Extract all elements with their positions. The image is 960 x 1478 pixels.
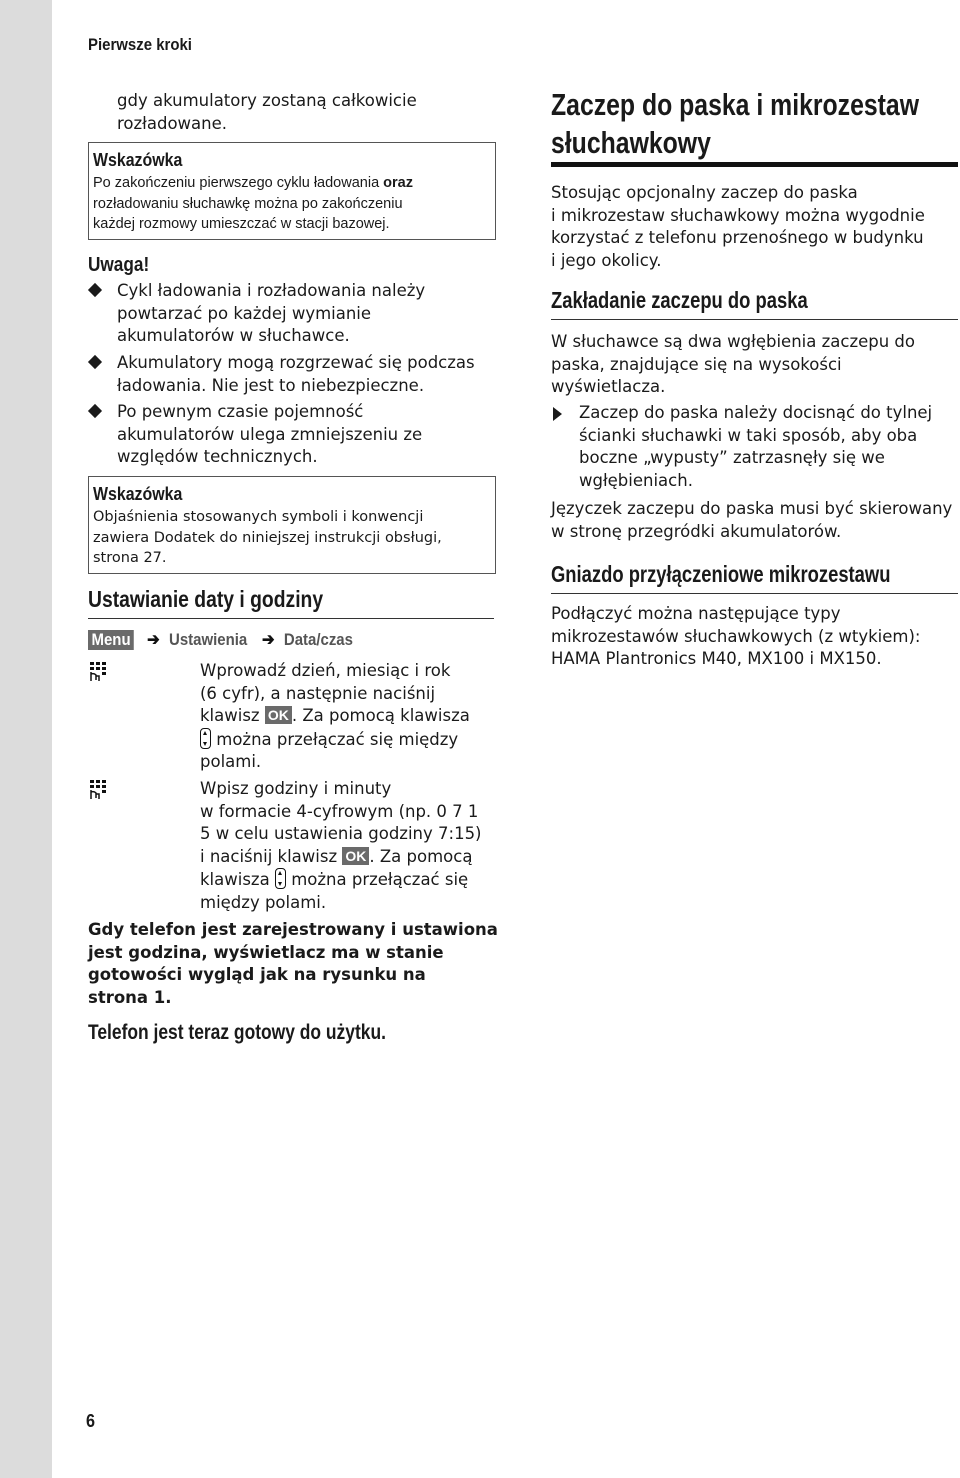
step-arrow-icon xyxy=(553,407,562,421)
note-title: Wskazówka xyxy=(93,149,183,170)
subheading-rule xyxy=(551,593,958,594)
text-line: w formacie 4-cyfrowym (np. 0 7 1 xyxy=(200,801,479,821)
keypad-icon xyxy=(88,661,110,683)
intro-text xyxy=(117,90,417,135)
text-line: rozładowane. xyxy=(117,113,228,133)
text-line xyxy=(200,705,500,728)
text-line: akumulatorów w słuchawce. xyxy=(117,326,350,345)
text-line: boczne „wypusty” zatrzasnęły się we xyxy=(579,448,885,467)
text-line: jest godzina, wyświetlacz ma w stanie xyxy=(88,942,444,962)
text-line: Zaczep do paska należy docisnąć do tylnej xyxy=(579,403,933,422)
instruction-step xyxy=(553,402,958,492)
bold-paragraph xyxy=(88,919,498,1009)
text-line: między polami. xyxy=(200,892,327,912)
text-line: mikrozestawów słuchawkowych (z wtykiem): xyxy=(551,626,921,646)
heading-line: słuchawkowy xyxy=(551,125,711,160)
text-line: strona 27. xyxy=(93,550,167,566)
note-text xyxy=(93,173,495,235)
text-span: . Za pomocą klawisza xyxy=(291,706,470,725)
text-line: paska, znajdujące się na wysokości xyxy=(551,354,842,374)
menu-item-datetime: Data/czas xyxy=(283,630,353,649)
text-line: i jego okolicy. xyxy=(551,250,662,270)
text-span: klawisz xyxy=(200,706,265,725)
text-line: względów technicznych. xyxy=(117,447,318,466)
text-line: Po pewnym czasie pojemność xyxy=(117,402,364,421)
text-span: można przełączać się xyxy=(285,870,469,889)
menu-path xyxy=(88,630,353,650)
page-number: 6 xyxy=(86,1411,96,1431)
warning-title: Uwaga! xyxy=(88,254,150,276)
text-span: można przełączać się między xyxy=(211,729,459,749)
subheading: Zakładanie zaczepu do paska xyxy=(551,287,808,313)
paragraph xyxy=(551,331,958,399)
text-span: . Za pomocą xyxy=(369,846,473,866)
text-line: Cykl ładowania i rozładowania należy xyxy=(117,281,426,300)
text-line: Stosując opcjonalny zaczep do paska xyxy=(551,183,858,202)
step-text xyxy=(200,660,500,774)
note-box xyxy=(88,142,496,240)
navigation-key-icon xyxy=(200,728,211,749)
text-line: akumulatorów ulega zmniejszeniu ze xyxy=(117,424,423,444)
text-line: zawiera Dodatek do niniejszej instrukcji obsługi, xyxy=(93,529,442,546)
text-line: w stronę przegródki akumulatorów. xyxy=(551,521,842,541)
section-header: Pierwsze kroki xyxy=(88,35,192,54)
heading-line: Zaczep do paska i mikrozestaw xyxy=(551,87,920,122)
ok-key: OK xyxy=(265,706,292,724)
text-line xyxy=(200,728,500,752)
text-line xyxy=(93,173,495,194)
subheading-rule xyxy=(551,319,958,320)
heading-thick-rule xyxy=(551,162,958,167)
text-line: ścianki słuchawki w taki sposób, aby oba xyxy=(579,425,918,445)
menu-item-settings: Ustawienia xyxy=(169,630,248,649)
text-line: Wprowadź dzień, miesiąc i rok xyxy=(200,661,451,680)
text-line: Podłączyć można następujące typy xyxy=(551,604,841,623)
text-line: polami. xyxy=(200,752,262,771)
section-heading: Ustawianie daty i godziny xyxy=(88,586,324,612)
warning-bullet xyxy=(90,280,495,348)
text-line: strona 1. xyxy=(88,987,172,1007)
warning-bullet xyxy=(90,352,495,397)
note-title: Wskazówka xyxy=(93,483,183,504)
text-line: W słuchawce są dwa wgłębienia zaczepu do xyxy=(551,332,915,351)
keypad-icon xyxy=(88,779,110,801)
text-line: korzystać z telefonu przenośnego w budynku xyxy=(551,228,924,247)
text-line: rozładowaniu słuchawkę można po zakończeniu xyxy=(93,195,403,212)
text-line: HAMA Plantronics M40, MX100 i MX150. xyxy=(551,649,882,668)
diamond-bullet-icon xyxy=(88,404,102,418)
text-line: Objaśnienia stosowanych symboli i konwencji xyxy=(93,509,424,525)
subheading: Gniazdo przyłączeniowe mikrozestawu xyxy=(551,561,891,587)
text-line: powtarzać po każdej wymianie xyxy=(117,303,372,323)
diamond-bullet-icon xyxy=(88,283,102,297)
text-line: Języczek zaczepu do paska musi być skierowany xyxy=(551,499,953,518)
text-line: i mikrozestaw słuchawkowy można wygodnie xyxy=(551,205,925,225)
note-text xyxy=(93,507,495,569)
paragraph xyxy=(551,498,958,543)
text-line xyxy=(200,868,500,892)
text-line: 5 w celu ustawienia godziny 7:15) xyxy=(200,824,482,843)
text-line: Wpisz godziny i minuty xyxy=(200,779,392,798)
text-span: i naciśnij klawisz xyxy=(200,846,343,866)
step-text xyxy=(200,778,500,914)
text-line: gotowości wygląd jak na rysunku na xyxy=(88,965,426,984)
text-line: Gdy telefon jest zarejestrowany i ustawiona xyxy=(88,920,498,939)
text-line: ładowania. Nie jest to niebezpieczne. xyxy=(117,375,425,395)
heading-rule xyxy=(88,618,494,619)
note-box xyxy=(88,476,496,574)
text-line: każdej rozmowy umieszczać w stacji bazowej. xyxy=(93,216,390,232)
text-line: gdy akumulatory zostaną całkowicie xyxy=(117,91,417,110)
text-line: wyświetlacza. xyxy=(551,377,666,396)
main-heading xyxy=(551,86,919,162)
page-margin-strip xyxy=(0,0,52,1478)
text-line: Akumulatory mogą rozgrzewać się podczas xyxy=(117,353,475,372)
warning-bullet xyxy=(90,401,495,469)
ready-text: Telefon jest teraz gotowy do użytku. xyxy=(88,1021,386,1044)
text-span: klawisza xyxy=(200,870,275,889)
text-span: Po zakończeniu pierwszego cyklu ładowania xyxy=(93,175,384,191)
arrow-icon: ➔ xyxy=(147,630,160,649)
navigation-key-icon xyxy=(275,868,286,889)
text-line: (6 cyfr), a następnie naciśnij xyxy=(200,683,436,703)
menu-key: Menu xyxy=(88,630,134,650)
diamond-bullet-icon xyxy=(88,355,102,369)
intro-paragraph xyxy=(551,182,958,272)
text-line xyxy=(200,846,500,869)
text-bold: oraz xyxy=(383,175,413,191)
arrow-icon: ➔ xyxy=(261,630,275,649)
paragraph xyxy=(551,603,958,671)
text-line: wgłębieniach. xyxy=(579,470,693,490)
ok-key: OK xyxy=(342,847,369,865)
